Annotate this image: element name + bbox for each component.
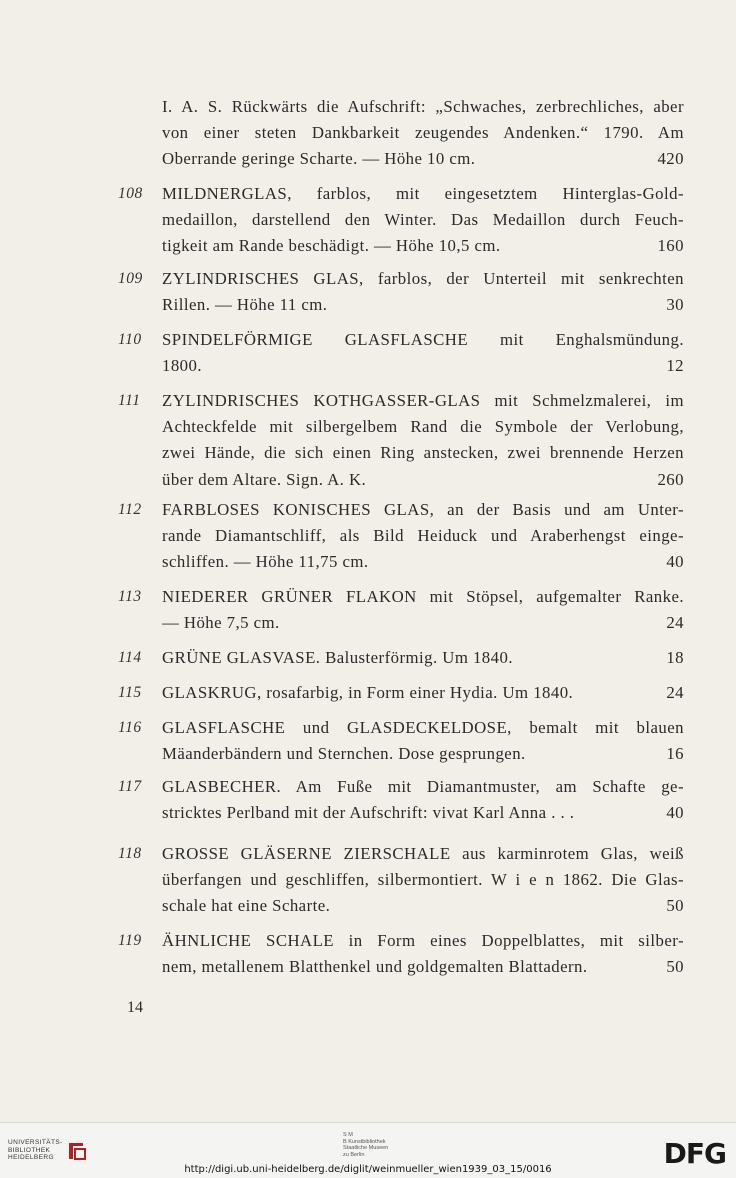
line-text: ÄHNLICHE SCHALE in Form eines Doppelblattes, mit silber- [162,931,684,950]
museum-stamp: S M B Kunstbibliothek Staatliche Museen zu Berlin [343,1132,389,1158]
lot-price: 40 [666,803,684,823]
line-text: schale hat eine Scharte. [162,896,331,916]
lot-number: 118 [118,845,142,862]
description-line [162,94,684,120]
library-name: UNIVERSITÄTS- BIBLIOTHEK HEIDELBERG [8,1139,63,1161]
lot-price: 24 [666,613,684,633]
description-line [162,388,684,414]
description-line [162,467,684,493]
lot-price: 420 [657,149,684,169]
lot-number: 110 [118,331,142,348]
line-text: FARBLOSES KONISCHES GLAS, an der Basis und am Unter- [162,500,684,519]
lot-description [162,680,684,706]
description-line [162,181,684,207]
description-line [162,266,684,292]
lot-price: 24 [666,683,684,702]
lot-number: 119 [118,932,142,949]
description-line [162,841,684,867]
line-text: NIEDERER GRÜNER FLAKON mit Stöpsel, aufgemalter Ranke. [162,587,684,606]
description-line [162,610,684,636]
line-text: 1800. [162,356,203,376]
description-line [162,893,684,919]
line-text: MILDNERGLAS, farblos, mit eingesetztem Hinterglas-Gold- [162,184,684,203]
description-line [162,741,684,767]
line-text: Rillen. — Höhe 11 cm. [162,295,328,315]
description-line [162,867,684,893]
lot-number: 117 [118,778,142,795]
lot-description [162,715,684,767]
description-line [162,774,684,800]
line-text: GRÜNE GLASVASE. Balusterförmig. Um 1840. [162,648,513,667]
line-text: GLASBECHER. Am Fuße mit Diamantmuster, am Schafte ge- [162,777,684,796]
description-line [162,954,684,980]
line-text: ZYLINDRISCHES GLAS, farblos, der Unterteil mit senkrechten [162,269,684,288]
line-text: ZYLINDRISCHES KOTHGASSER-GLAS mit Schmelzmalerei, im [162,391,684,410]
line-text: — Höhe 7,5 cm. [162,613,280,633]
line-text: GROSSE GLÄSERNE ZIERSCHALE aus karminrotem Glas, weiß [162,844,684,863]
lot-number: 116 [118,719,142,736]
lot-description [162,327,684,379]
lot-number: 115 [118,684,142,701]
description-line [162,928,684,954]
description-line [162,207,684,233]
lot-price: 50 [666,896,684,916]
line-text: I. A. S. Rückwärts die Aufschrift: „Schwaches, zerbrechliches, aber [162,97,684,116]
description-line [162,233,684,259]
lot-description [162,774,684,826]
description-line [162,353,684,379]
source-url[interactable]: http://digi.ub.uni-heidelberg.de/diglit/weinmueller_wien1939_03_15/0016 [184,1164,552,1175]
description-line [162,327,684,353]
lot-number: 113 [118,588,142,605]
description-line [162,523,684,549]
lot-description [162,497,684,576]
lot-description [162,388,684,493]
line-text: GLASFLASCHE und GLASDECKELDOSE, bemalt mit blauen [162,718,684,737]
description-line [162,414,684,440]
lot-description [162,928,684,980]
line-text: über dem Altare. Sign. A. K. [162,469,367,489]
library-logo-icon [66,1140,88,1162]
line-text: GLASKRUG, rosafarbig, in Form einer Hydia. Um 1840. [162,683,574,702]
lot-price: 30 [666,295,684,315]
line-text: von einer steten Dankbarkeit zeugendes Andenken.“ 1790. Am [162,123,684,143]
line-text: Achteckfelde mit silbergelbem Rand die Symbole der Verlobung, [162,417,684,437]
description-line [162,549,684,575]
line-text: Oberrande geringe Scharte. — Höhe 10 cm. [162,149,476,169]
lot-description [162,841,684,920]
lot-price: 16 [666,744,684,764]
description-line [162,584,684,610]
description-line [162,292,684,318]
lot-price: 50 [666,957,684,977]
line-text: SPINDELFÖRMIGE GLASFLASCHE mit Enghalsmündung. [162,330,684,349]
lot-description [162,266,684,318]
line-text: stricktes Perlband mit der Aufschrift: vivat Karl Anna . . . [162,803,575,823]
lot-description [162,645,684,671]
lot-price: 160 [657,236,684,256]
lot-description [162,181,684,260]
description-line [162,645,684,671]
lot-description [162,94,684,173]
lot-price: 260 [657,469,684,489]
description-line [162,715,684,741]
lot-number: 111 [118,392,141,409]
lot-number: 112 [118,501,142,518]
description-line [162,497,684,523]
page-number: 14 [127,999,143,1016]
description-line [162,800,684,826]
line-text: rande Diamantschliff, als Bild Heiduck und Araberhengst einge- [162,526,684,546]
line-text: tigkeit am Rande beschädigt. — Höhe 10,5 cm. [162,236,501,256]
lot-price: 18 [666,648,684,667]
lot-number: 114 [118,649,142,666]
line-text: medaillon, darstellend den Winter. Das Medaillon durch Feuch- [162,210,684,230]
description-line [162,680,684,706]
digitization-footer [0,1122,736,1178]
description-line [162,440,684,466]
line-text: nem, metallenem Blatthenkel und goldgemalten Blattadern. [162,957,588,977]
lot-number: 109 [118,270,143,287]
line-text: zwei Hände, die sich einen Ring anstecken, zwei brennende Herzen [162,443,684,463]
description-line [162,120,684,146]
lot-price: 12 [666,356,684,376]
lot-description [162,584,684,636]
line-text: Mäanderbändern und Sternchen. Dose gesprungen. [162,744,526,764]
lot-price: 40 [666,552,684,572]
lot-number: 108 [118,185,143,202]
line-text: schliffen. — Höhe 11,75 cm. [162,552,369,572]
description-line [162,146,684,172]
dfg-logo: DFG [663,1137,726,1170]
line-text: überfangen und geschliffen, silbermontiert. W i e n 1862. Die Glas- [162,870,684,890]
